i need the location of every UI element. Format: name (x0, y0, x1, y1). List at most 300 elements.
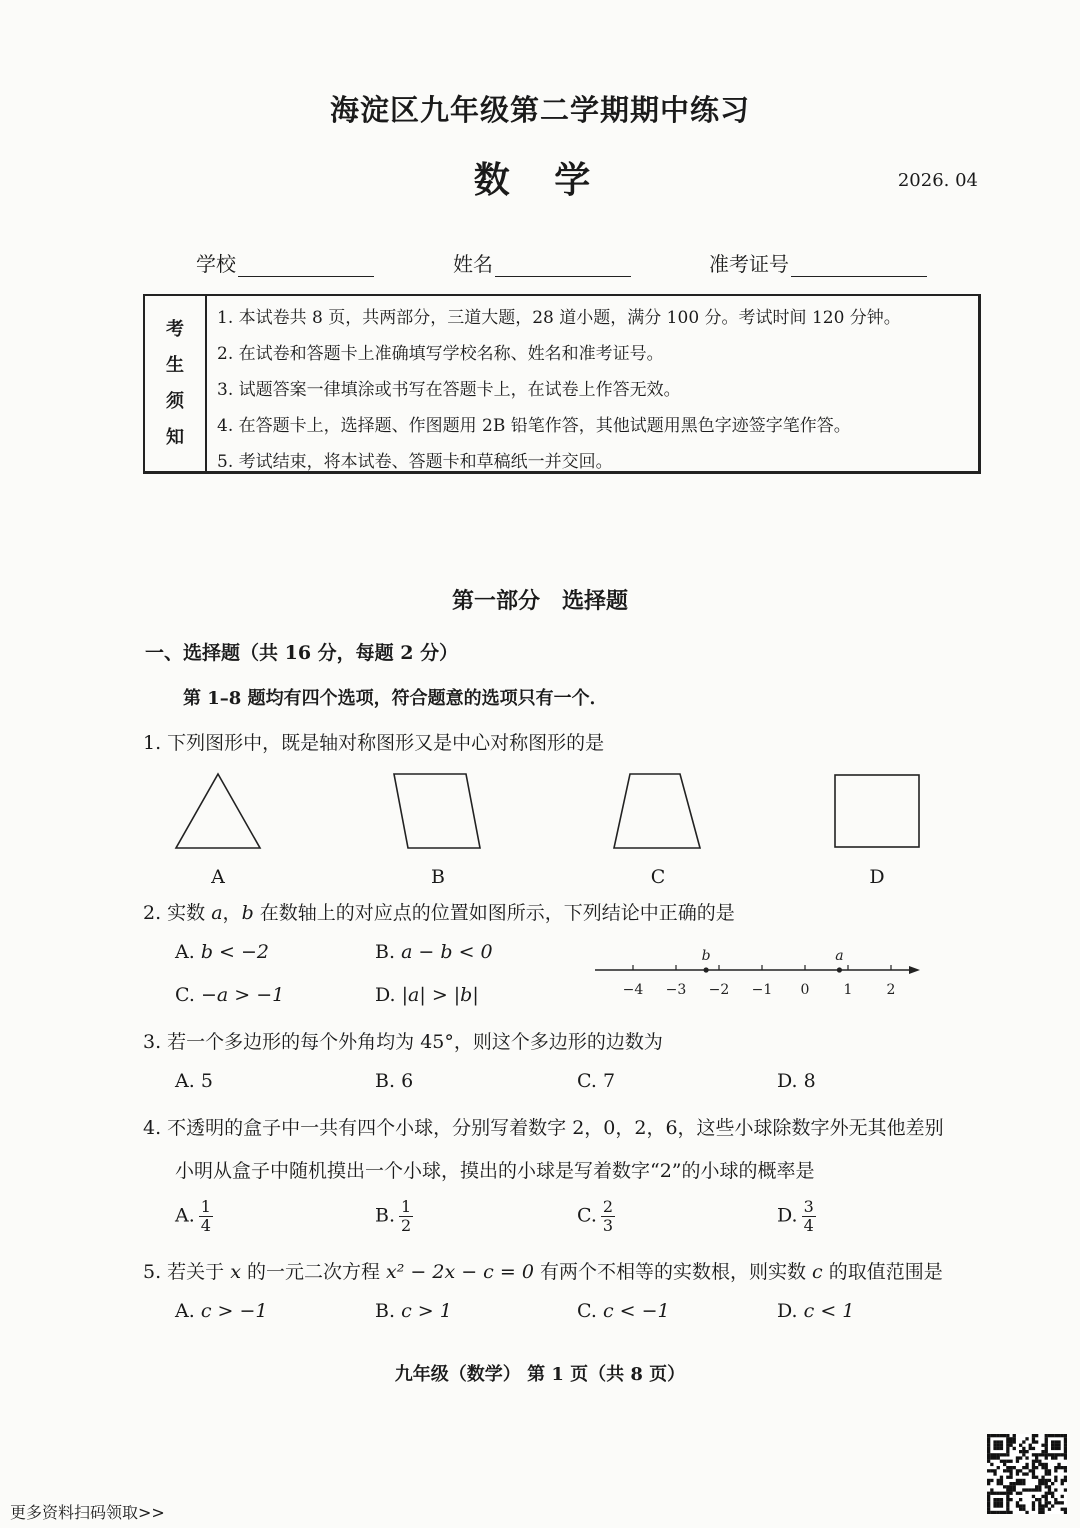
q5-stem-b: 的一元二次方程 (246, 1261, 380, 1283)
qr-module (1057, 1501, 1060, 1504)
qr-module (1013, 1482, 1016, 1485)
qr-module (1009, 1482, 1012, 1485)
qr-module (1025, 1472, 1028, 1475)
qr-module (1009, 1498, 1012, 1501)
qr-module (1064, 1476, 1067, 1479)
qr-module (1019, 1479, 1022, 1482)
qr-module (993, 1444, 996, 1447)
qr-module (1032, 1466, 1035, 1469)
qr-module (1019, 1498, 1022, 1501)
qr-module (1064, 1469, 1067, 1472)
qr-module (993, 1501, 996, 1504)
subject-title: 数 学 (473, 159, 607, 201)
option-letter: C. (577, 1300, 597, 1322)
qr-module (1025, 1511, 1028, 1514)
q5-equation: x² − 2x − c = 0 (386, 1261, 534, 1283)
qr-module (1019, 1492, 1022, 1495)
qr-module (1006, 1469, 1009, 1472)
qr-module (1022, 1453, 1025, 1456)
option-letter: B. (375, 1070, 396, 1092)
qr-module (1064, 1447, 1067, 1450)
qr-module (1035, 1476, 1038, 1479)
qr-module (1032, 1453, 1035, 1456)
qr-module (1022, 1508, 1025, 1511)
q3-option-d (777, 1070, 816, 1092)
qr-module (1000, 1501, 1003, 1504)
number-line-arrow (909, 966, 920, 974)
qr-module (1038, 1453, 1041, 1456)
qr-module (1013, 1434, 1016, 1437)
qr-module (1051, 1456, 1054, 1459)
qr-module (1009, 1469, 1012, 1472)
qr-module (1038, 1460, 1041, 1463)
qr-module (1041, 1453, 1044, 1456)
q5-var-x: x (230, 1261, 241, 1283)
qr-module (1003, 1492, 1006, 1495)
qr-module (987, 1450, 990, 1453)
option-letter: D. (375, 984, 396, 1006)
qr-module (1054, 1440, 1057, 1443)
qr-module (1035, 1453, 1038, 1456)
qr-module (1003, 1469, 1006, 1472)
qr-module (987, 1511, 990, 1514)
q4-option-c (577, 1198, 615, 1235)
notice-side-char: 生 (166, 354, 184, 376)
q4-option-b (375, 1198, 413, 1235)
exam-id-label: 准考证号 (709, 252, 789, 276)
qr-module (993, 1456, 996, 1459)
qr-module (1048, 1501, 1051, 1504)
qr-module (993, 1511, 996, 1514)
qr-module (1013, 1485, 1016, 1488)
qr-module (1048, 1492, 1051, 1495)
point-b-marker (704, 967, 709, 972)
qr-module (1009, 1444, 1012, 1447)
fraction (399, 1198, 413, 1235)
fraction-denominator: 4 (200, 1216, 211, 1235)
qr-module (1022, 1488, 1025, 1491)
qr-module (1006, 1495, 1009, 1498)
qr-module (1000, 1476, 1003, 1479)
notice-side-char: 须 (166, 390, 184, 412)
fraction-numerator: 1 (401, 1197, 412, 1216)
qr-module (1009, 1485, 1012, 1488)
fraction-numerator: 2 (602, 1197, 614, 1216)
qr-module (1006, 1485, 1009, 1488)
qr-module (1061, 1508, 1064, 1511)
qr-module (987, 1456, 990, 1459)
page-footer: 九年级（数学） 第 1 页（共 8 页） (394, 1364, 686, 1385)
school-label: 学校 (196, 252, 236, 276)
qr-module (987, 1453, 990, 1456)
qr-module (1025, 1437, 1028, 1440)
qr-module (993, 1492, 996, 1495)
qr-module (987, 1460, 990, 1463)
q2-option-a (175, 941, 269, 963)
qr-module (1035, 1488, 1038, 1491)
qr-module (1019, 1504, 1022, 1507)
option-letter: C. (577, 1204, 597, 1227)
qr-module (1057, 1453, 1060, 1456)
qr-module (1006, 1466, 1009, 1469)
qr-module (1051, 1495, 1054, 1498)
name-blank (495, 254, 631, 277)
qr-module (1038, 1504, 1041, 1507)
qr-module (1045, 1466, 1048, 1469)
qr-module (1000, 1460, 1003, 1463)
qr-module (1009, 1460, 1012, 1463)
qr-module (1041, 1463, 1044, 1466)
qr-module (993, 1440, 996, 1443)
number-line-tick-label: 0 (800, 982, 810, 998)
qr-module (1029, 1469, 1032, 1472)
q2-option-b (375, 941, 493, 963)
q4-option-d (777, 1198, 816, 1235)
qr-module (1029, 1447, 1032, 1450)
option-expr: c > −1 (200, 1300, 268, 1322)
qr-module (1054, 1453, 1057, 1456)
qr-module (990, 1434, 993, 1437)
qr-module (1054, 1456, 1057, 1459)
qr-module (987, 1479, 990, 1482)
fraction-numerator: 1 (200, 1197, 211, 1216)
fraction-denominator: 3 (602, 1216, 614, 1235)
number-line-tick-label: −2 (708, 982, 730, 998)
qr-module (1045, 1504, 1048, 1507)
qr-module (987, 1492, 990, 1495)
qr-module (1057, 1447, 1060, 1450)
qr-module (1051, 1453, 1054, 1456)
qr-module (1045, 1444, 1048, 1447)
option-value: 8 (803, 1070, 816, 1092)
qr-module (1041, 1508, 1044, 1511)
exam-id-field (709, 248, 927, 277)
qr-module (1016, 1472, 1019, 1475)
qr-module (1016, 1492, 1019, 1495)
qr-module (997, 1479, 1000, 1482)
qr-module (993, 1434, 996, 1437)
notice-item: 1. 本试卷共 8 页，共两部分，三道大题，28 道小题，满分 100 分。考试时间 120 分钟。 (217, 308, 901, 328)
qr-module (1038, 1485, 1041, 1488)
qr-module (1064, 1453, 1067, 1456)
qr-module (1003, 1463, 1006, 1466)
option-value: 6 (401, 1070, 414, 1092)
option-letter: C. (175, 984, 195, 1006)
notice-side-char: 知 (166, 426, 184, 448)
option-value: 5 (200, 1070, 213, 1092)
q5-option-a (175, 1300, 267, 1322)
qr-module (1019, 1444, 1022, 1447)
qr-module (997, 1498, 1000, 1501)
qr-module (1057, 1463, 1060, 1466)
option-expr: b < −2 (200, 941, 269, 963)
notice-side-char: 考 (166, 318, 184, 340)
q2-option-c (175, 984, 284, 1006)
qr-module (1032, 1508, 1035, 1511)
qr-module (1051, 1482, 1054, 1485)
qr-module (1035, 1440, 1038, 1443)
qr-module (1054, 1501, 1057, 1504)
qr-module (1045, 1456, 1048, 1459)
qr-module (1041, 1450, 1044, 1453)
qr-module (1061, 1453, 1064, 1456)
qr-module (1022, 1447, 1025, 1450)
qr-module (1038, 1482, 1041, 1485)
question-5-stem (143, 1257, 943, 1284)
q2-var-a: a (211, 902, 223, 924)
school-field (196, 248, 374, 277)
option-letter: B. (375, 1204, 396, 1227)
qr-module (1013, 1437, 1016, 1440)
qr-module (1032, 1434, 1035, 1437)
q2-option-d (375, 984, 479, 1006)
section-note: 第 1–8 题均有四个选项，符合题意的选项只有一个． (183, 688, 608, 709)
qr-module (987, 1440, 990, 1443)
option-expr: |a| > |b| (401, 984, 479, 1006)
qr-module (990, 1488, 993, 1491)
option-letter: A. (175, 1204, 195, 1227)
qr-module (1019, 1450, 1022, 1453)
qr-module (1032, 1472, 1035, 1475)
qr-module (1003, 1434, 1006, 1437)
qr-module (1013, 1488, 1016, 1491)
q2-stem-rest: 在数轴上的对应点的位置如图所示，下列结论中正确的是 (259, 902, 735, 924)
qr-module (1032, 1437, 1035, 1440)
qr-module (1000, 1447, 1003, 1450)
qr-module (1061, 1482, 1064, 1485)
qr-module (1045, 1440, 1048, 1443)
qr-module (1009, 1440, 1012, 1443)
qr-module (1032, 1463, 1035, 1466)
qr-module (1000, 1492, 1003, 1495)
qr-module (1032, 1488, 1035, 1491)
exam-title: 海淀区九年级第二学期期中练习 (329, 93, 750, 127)
qr-module (1032, 1501, 1035, 1504)
option-expr: −a > −1 (200, 984, 285, 1006)
qr-module (1006, 1476, 1009, 1479)
qr-module (1016, 1501, 1019, 1504)
option-letter: D. (777, 1300, 798, 1322)
option-expr: c < −1 (602, 1300, 670, 1322)
notice-item: 5. 考试结束，将本试卷、答题卡和草稿纸一并交回。 (217, 452, 613, 472)
qr-module (1013, 1466, 1016, 1469)
qr-module (1045, 1450, 1048, 1453)
qr-module (1000, 1440, 1003, 1443)
qr-module (1009, 1492, 1012, 1495)
qr-module (1006, 1492, 1009, 1495)
qr-module (1022, 1466, 1025, 1469)
qr-module (1054, 1498, 1057, 1501)
qr-module (1003, 1460, 1006, 1463)
qr-module (1006, 1488, 1009, 1491)
qr-module (1009, 1437, 1012, 1440)
q2-var-b: b (241, 902, 254, 924)
qr-module (1035, 1456, 1038, 1459)
qr-module (1032, 1469, 1035, 1472)
qr-module (997, 1447, 1000, 1450)
number-line (590, 940, 930, 1004)
qr-module (1016, 1504, 1019, 1507)
q5-option-c (577, 1300, 670, 1322)
qr-module (997, 1482, 1000, 1485)
qr-module (1016, 1479, 1019, 1482)
qr-module (1003, 1453, 1006, 1456)
question-2-stem (143, 898, 735, 925)
qr-module (1009, 1472, 1012, 1475)
part-title: 第一部分 选择题 (451, 588, 628, 614)
qr-module (987, 1495, 990, 1498)
qr-module (1006, 1501, 1009, 1504)
qr-module (990, 1453, 993, 1456)
qr-module (1041, 1466, 1044, 1469)
qr-code-icon[interactable] (987, 1434, 1067, 1514)
qr-module (997, 1440, 1000, 1443)
notice-items (207, 296, 978, 471)
qr-module (1006, 1444, 1009, 1447)
qr-module (1061, 1466, 1064, 1469)
qr-module (987, 1444, 990, 1447)
qr-module (1006, 1511, 1009, 1514)
q5-stem-a: 5. 若关于 (143, 1261, 225, 1283)
number-line-tick-label: −1 (751, 982, 773, 998)
qr-module (1057, 1466, 1060, 1469)
qr-module (990, 1469, 993, 1472)
qr-module (987, 1508, 990, 1511)
more-resources-link[interactable]: 更多资料扫码领取>> (10, 1503, 165, 1522)
question-1-stem: 1. 下列图形中，既是轴对称图形又是中心对称图形的是 (143, 732, 605, 754)
qr-module (1013, 1447, 1016, 1450)
qr-module (1045, 1472, 1048, 1475)
qr-module (1045, 1469, 1048, 1472)
qr-module (997, 1504, 1000, 1507)
qr-module (1054, 1476, 1057, 1479)
point-a-marker (837, 967, 842, 972)
option-letter: A. (175, 1070, 195, 1092)
qr-module (1025, 1463, 1028, 1466)
qr-module (1048, 1479, 1051, 1482)
qr-module (1064, 1440, 1067, 1443)
number-line-tick-label: −4 (622, 982, 644, 998)
option-label-c: C (650, 866, 666, 888)
qr-module (1064, 1466, 1067, 1469)
qr-module (1025, 1450, 1028, 1453)
notice-box (143, 294, 981, 474)
qr-module (993, 1472, 996, 1475)
qr-module (1038, 1498, 1041, 1501)
exam-id-blank (791, 254, 927, 277)
qr-module (997, 1511, 1000, 1514)
qr-module (1054, 1444, 1057, 1447)
qr-module (1041, 1495, 1044, 1498)
qr-module (1041, 1476, 1044, 1479)
question-4-stem-line1: 4. 不透明的盒子中一共有四个小球，分别写着数字 2，0，2，6，这些小球除数字外无其他差别 (143, 1117, 944, 1139)
qr-module (993, 1453, 996, 1456)
qr-module (1061, 1434, 1064, 1437)
qr-module (1000, 1479, 1003, 1482)
qr-module (1064, 1479, 1067, 1482)
qr-module (1006, 1498, 1009, 1501)
option-letter: B. (375, 941, 396, 963)
qr-module (1032, 1447, 1035, 1450)
qr-module (1051, 1447, 1054, 1450)
q5-stem-d: 的取值范围是 (828, 1261, 943, 1283)
qr-module (1006, 1434, 1009, 1437)
qr-module (987, 1434, 990, 1437)
qr-module (1029, 1444, 1032, 1447)
qr-module (1064, 1511, 1067, 1514)
qr-module (1045, 1495, 1048, 1498)
qr-module (1038, 1511, 1041, 1514)
qr-module (990, 1479, 993, 1482)
qr-module (1041, 1479, 1044, 1482)
qr-module (1057, 1444, 1060, 1447)
qr-module (987, 1504, 990, 1507)
qr-module (1064, 1456, 1067, 1459)
qr-module (1048, 1453, 1051, 1456)
qr-module (1054, 1488, 1057, 1491)
qr-module (1054, 1434, 1057, 1437)
qr-module (1064, 1437, 1067, 1440)
qr-module (997, 1466, 1000, 1469)
q4-option-a (175, 1198, 213, 1235)
qr-module (987, 1498, 990, 1501)
number-line-tick-label: 2 (886, 982, 896, 998)
qr-module (990, 1492, 993, 1495)
qr-module (1057, 1434, 1060, 1437)
qr-module (1006, 1504, 1009, 1507)
qr-module (1000, 1504, 1003, 1507)
qr-module (1019, 1508, 1022, 1511)
qr-module (1013, 1440, 1016, 1443)
qr-module (987, 1501, 990, 1504)
q3-option-b (375, 1070, 413, 1092)
qr-module (1048, 1434, 1051, 1437)
qr-module (1045, 1492, 1048, 1495)
qr-module (1038, 1479, 1041, 1482)
option-letter: D. (777, 1204, 798, 1227)
option-label-b: B (431, 866, 445, 888)
qr-module (993, 1504, 996, 1507)
question-3-stem: 3. 若一个多边形的每个外角均为 45°，则这个多边形的边数为 (143, 1031, 663, 1053)
qr-module (1000, 1444, 1003, 1447)
qr-module (1016, 1456, 1019, 1459)
qr-module (1019, 1469, 1022, 1472)
qr-module (1041, 1504, 1044, 1507)
qr-module (1064, 1444, 1067, 1447)
square-icon (830, 770, 930, 854)
q5-option-b (375, 1300, 452, 1322)
triangle-icon (170, 770, 270, 854)
qr-module (1022, 1479, 1025, 1482)
qr-module (1045, 1447, 1048, 1450)
option-expr: a − b < 0 (401, 941, 493, 963)
qr-module (1022, 1504, 1025, 1507)
point-b-label: b (701, 948, 711, 964)
qr-module (1016, 1469, 1019, 1472)
qr-module (990, 1511, 993, 1514)
option-expr: c < 1 (803, 1300, 855, 1322)
qr-module (1029, 1488, 1032, 1491)
qr-module (1000, 1511, 1003, 1514)
qr-module (1045, 1501, 1048, 1504)
qr-module (1041, 1444, 1044, 1447)
qr-module (1000, 1498, 1003, 1501)
qr-module (1035, 1434, 1038, 1437)
parallelogram-icon (388, 770, 488, 854)
qr-module (1009, 1476, 1012, 1479)
option-label-a: A (211, 866, 225, 888)
qr-module (1061, 1501, 1064, 1504)
